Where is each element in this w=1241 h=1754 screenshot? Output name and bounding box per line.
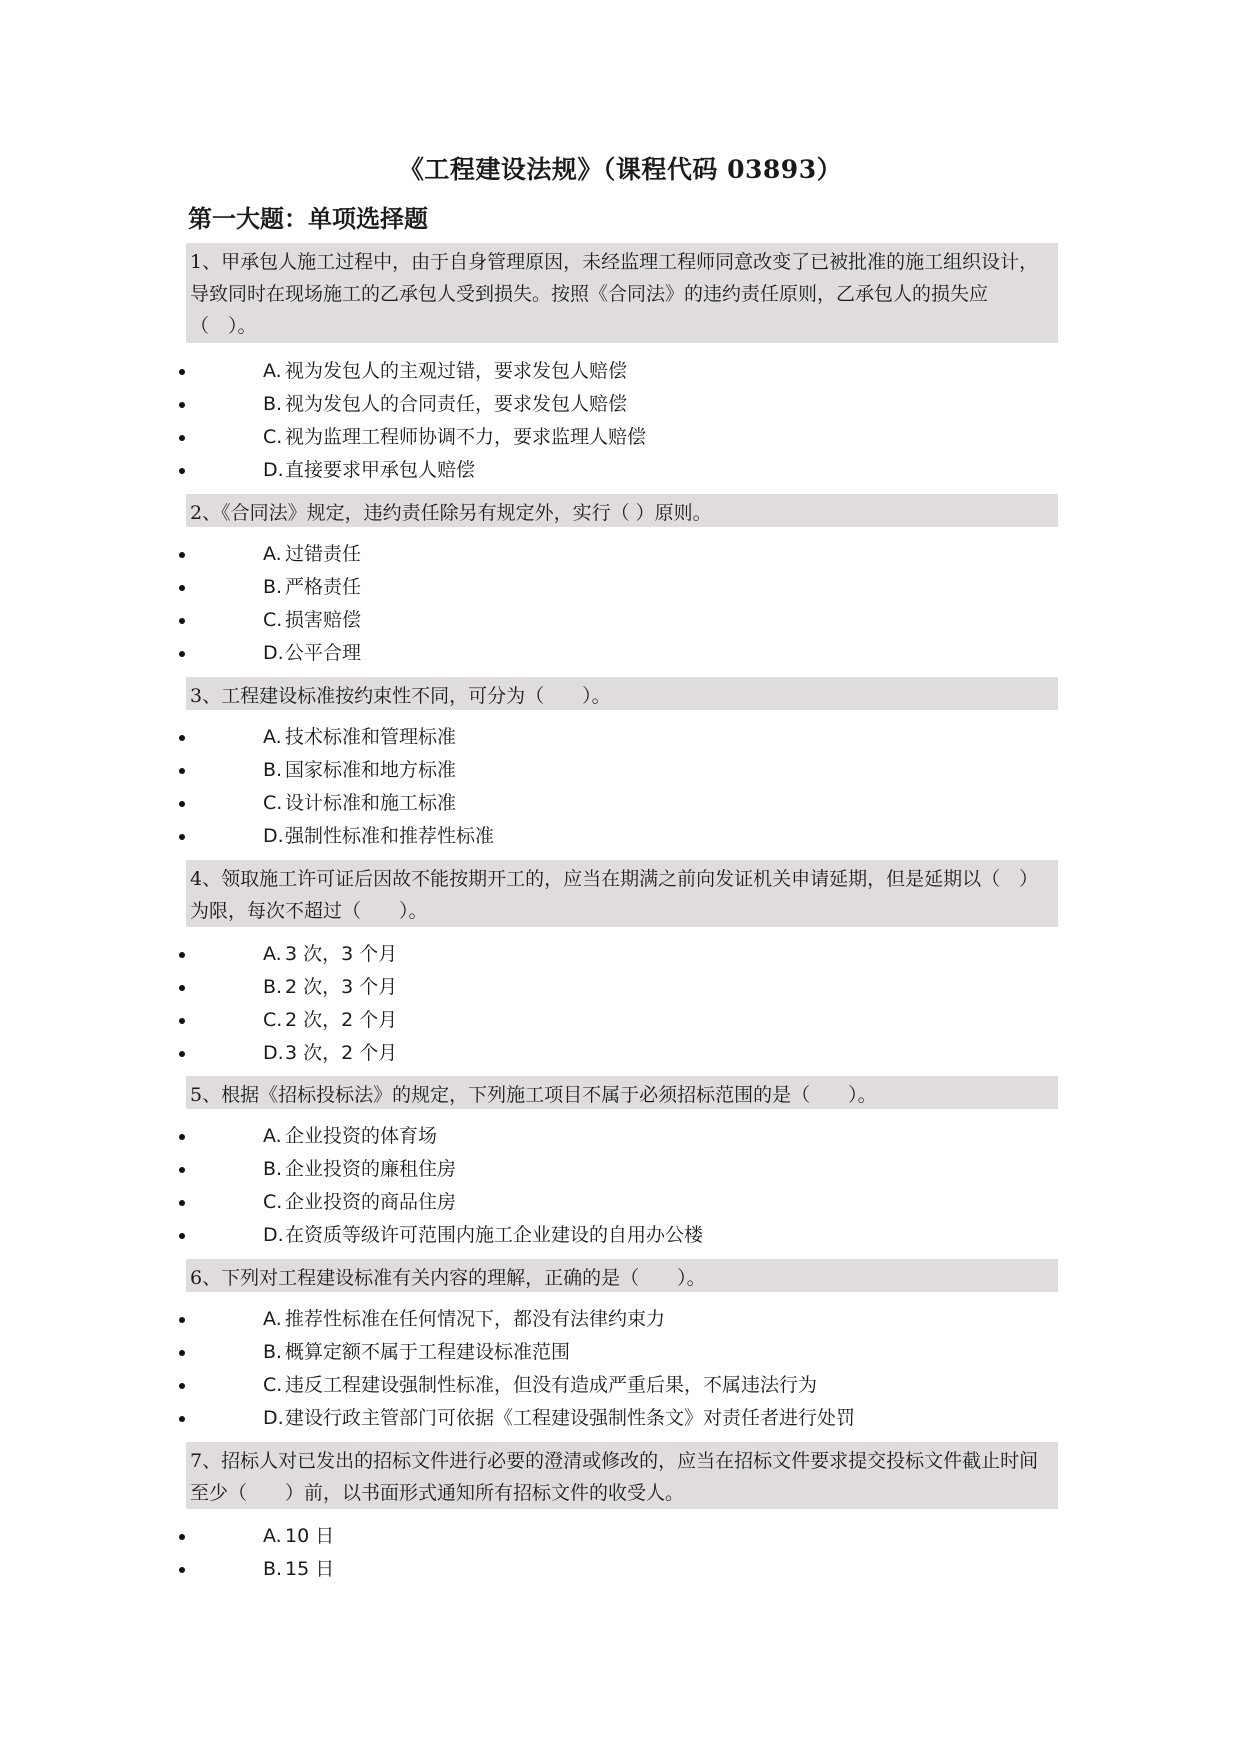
option-3d: D. 强制性标准和推荐性标准: [0, 820, 1241, 853]
bullet-icon: [179, 1200, 185, 1206]
bullet-icon: [179, 468, 185, 474]
option-3b: B. 国家标准和地方标准: [0, 754, 1241, 787]
bullet-icon: [179, 1134, 185, 1140]
bullet-icon: [179, 768, 185, 774]
bullet-icon: [179, 1317, 185, 1323]
bullet-icon: [179, 1051, 185, 1057]
question-3: 3、工程建设标准按约束性不同，可分为（ ）。: [186, 677, 1058, 710]
option-1c: C. 视为监理工程师协调不力，要求监理人赔偿: [0, 421, 1241, 454]
option-4c: C. 2 次，2 个月: [0, 1004, 1241, 1037]
bullet-icon: [179, 552, 185, 558]
options-list-5: [0, 1120, 1241, 1252]
bullet-icon: [179, 1416, 185, 1422]
bullet-icon: [179, 1018, 185, 1024]
option-3c: C. 设计标准和施工标准: [0, 787, 1241, 820]
bullet-icon: [179, 1233, 185, 1239]
options-list-7: [0, 1520, 1241, 1586]
question-2: 2、《合同法》规定，违约责任除另有规定外，实行（ ）原则。: [186, 494, 1058, 527]
option-1b: B. 视为发包人的合同责任，要求发包人赔偿: [0, 388, 1241, 421]
option-5b: B. 企业投资的廉租住房: [0, 1153, 1241, 1186]
option-6a: A. 推荐性标准在任何情况下，都没有法律约束力: [0, 1303, 1241, 1336]
bullet-icon: [179, 985, 185, 991]
option-4b: B. 2 次，3 个月: [0, 971, 1241, 1004]
options-list-2: [0, 538, 1241, 670]
bullet-icon: [179, 1567, 185, 1573]
option-5a: A. 企业投资的体育场: [0, 1120, 1241, 1153]
bullet-icon: [179, 801, 185, 807]
options-list-4: [0, 938, 1241, 1070]
bullet-icon: [179, 735, 185, 741]
bullet-icon: [179, 585, 185, 591]
option-2b: B. 严格责任: [0, 571, 1241, 604]
question-6: 6、下列对工程建设标准有关内容的理解，正确的是（ ）。: [186, 1259, 1058, 1292]
bullet-icon: [179, 435, 185, 441]
option-4d: D. 3 次，2 个月: [0, 1037, 1241, 1070]
option-2c: C. 损害赔偿: [0, 604, 1241, 637]
option-7a: A. 10 日: [0, 1520, 1241, 1553]
option-4a: A. 3 次，3 个月: [0, 938, 1241, 971]
option-7b: B. 15 日: [0, 1553, 1241, 1586]
bullet-icon: [179, 952, 185, 958]
option-3a: A. 技术标准和管理标准: [0, 721, 1241, 754]
question-1: 1、甲承包人施工过程中，由于自身管理原因，未经监理工程师同意改变了已被批准的施工组织设计，导致同时在现场施工的乙承包人受到损失。按照《合同法》的违约责任原则，乙承包人的损失应（ ）。: [186, 243, 1058, 343]
option-5c: C. 企业投资的商品住房: [0, 1186, 1241, 1219]
bullet-icon: [179, 1534, 185, 1540]
bullet-icon: [179, 369, 185, 375]
bullet-icon: [179, 402, 185, 408]
options-list-1: [0, 355, 1241, 487]
bullet-icon: [179, 1350, 185, 1356]
question-7: 7、招标人对已发出的招标文件进行必要的澄清或修改的，应当在招标文件要求提交投标文件截止时间至少（ ）前，以书面形式通知所有招标文件的收受人。: [186, 1442, 1058, 1509]
option-6c: C. 违反工程建设强制性标准，但没有造成严重后果，不属违法行为: [0, 1369, 1241, 1402]
option-1a: A. 视为发包人的主观过错，要求发包人赔偿: [0, 355, 1241, 388]
bullet-icon: [179, 651, 185, 657]
bullet-icon: [179, 834, 185, 840]
section-heading: 第一大题：单项选择题: [188, 204, 428, 233]
document-title: 《工程建设法规》（课程代码 03893）: [398, 155, 843, 184]
option-6b: B. 概算定额不属于工程建设标准范围: [0, 1336, 1241, 1369]
bullet-icon: [179, 1167, 185, 1173]
question-5: 5、根据《招标投标法》的规定，下列施工项目不属于必须招标范围的是（ ）。: [186, 1076, 1058, 1109]
option-6d: D. 建设行政主管部门可依据《工程建设强制性条文》对责任者进行处罚: [0, 1402, 1241, 1435]
option-2d: D. 公平合理: [0, 637, 1241, 670]
question-4: 4、领取施工许可证后因故不能按期开工的，应当在期满之前向发证机关申请延期，但是延期以（ ）为限，每次不超过（ ）。: [186, 860, 1058, 927]
bullet-icon: [179, 1383, 185, 1389]
options-list-3: [0, 721, 1241, 853]
options-list-6: [0, 1303, 1241, 1435]
option-2a: A. 过错责任: [0, 538, 1241, 571]
option-1d: D. 直接要求甲承包人赔偿: [0, 454, 1241, 487]
option-5d: D. 在资质等级许可范围内施工企业建设的自用办公楼: [0, 1219, 1241, 1252]
bullet-icon: [179, 618, 185, 624]
